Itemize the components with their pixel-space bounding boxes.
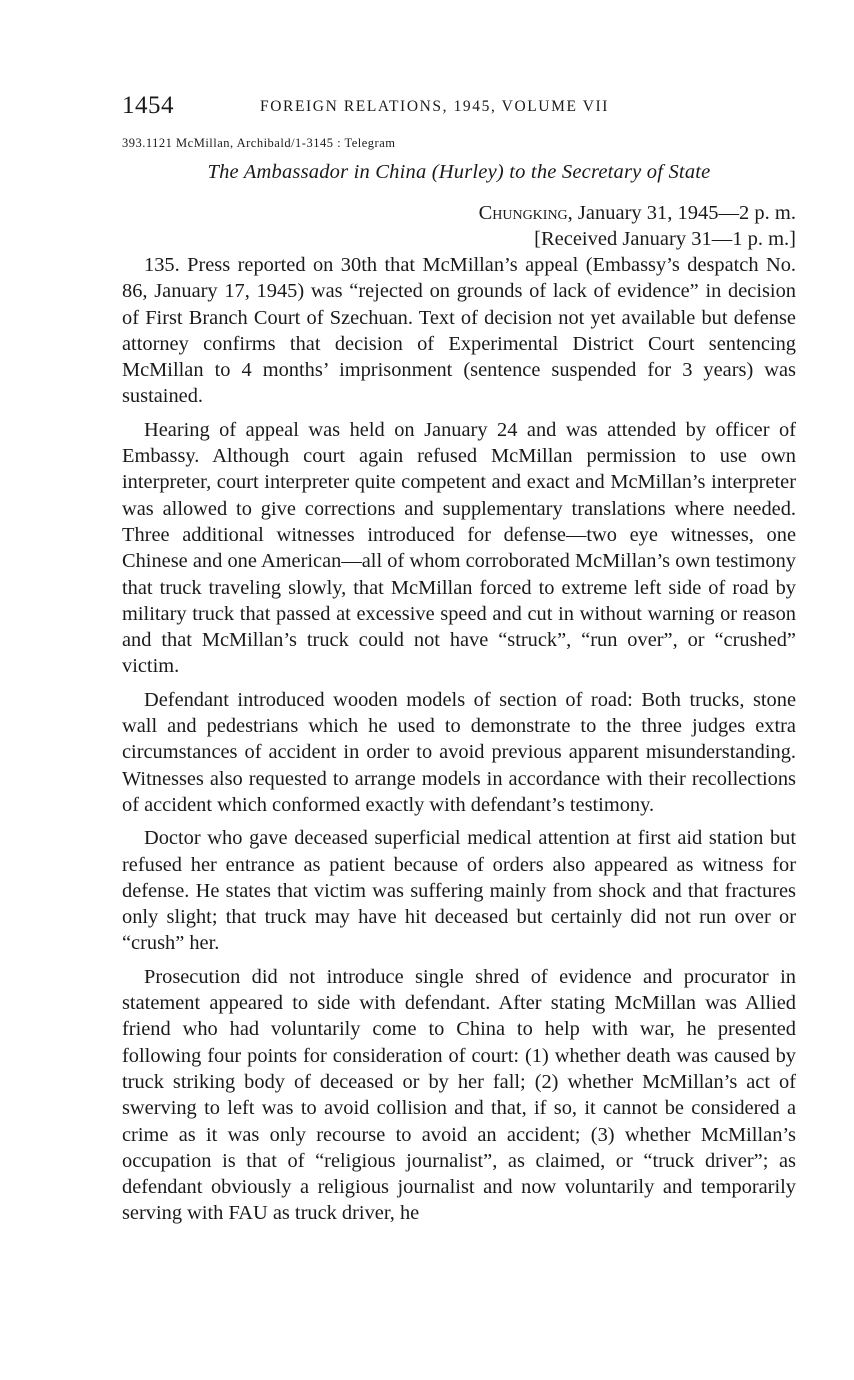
received-note: [Received January 31—1 p. m.] <box>534 228 796 250</box>
dateline <box>122 200 796 226</box>
paragraph: Hearing of appeal was held on January 24 and was attended by officer of Embassy. Although court again refused McMillan permission to use own interpreter, court interpreter quite competent and exact and McMillan’s interpreter was allowed to give corrections and supplementary translations where needed. Three additional witnesses introduced for defense—two eye witnesses, one Chinese and one American—all of whom corroborated McMillan’s own testimony that truck traveling slowly, that McMillan forced to extreme left side of road by military truck that passed at excessive speed and cut in without warning or reason and that McMillan’s truck could not have “struck”, “run over”, or “crushed” victim. <box>122 418 796 678</box>
paragraph: Doctor who gave deceased superficial medical attention at first aid station but refused her entrance as patient because of orders also appeared as witness for defense. He states that victim was suffering mainly from shock and that fractures only slight; that truck may have hit deceased but certainly did not run over or “crush” her. <box>122 827 796 955</box>
document-page <box>122 92 796 1234</box>
running-head <box>122 92 796 122</box>
telegram-body <box>122 252 796 1227</box>
running-title: FOREIGN RELATIONS, 1945, VOLUME VII <box>260 98 610 115</box>
file-reference: 393.1121 McMillan, Archibald/1-3145 : Telegram <box>122 136 396 150</box>
dateline-date: January 31, 1945—2 p. m. <box>572 202 796 224</box>
dateline-place: Chungking, <box>478 202 573 224</box>
paragraph: Defendant introduced wooden models of section of road: Both trucks, stone wall and pedestrians which he used to demonstrate to the three judges extra circumstances of accident in order to avoid previous apparent misunderstanding. Witnesses also requested to arrange models in accordance with their recollections of accident which conformed exactly with defendant’s testimony. <box>122 688 796 816</box>
paragraph: Prosecution did not introduce single shred of evidence and procurator in statement appeared to side with defendant. After stating McMillan was Allied friend who had voluntarily come to China to help with war, he presented following four points for consideration of court: (1) whether death was caused by truck striking body of deceased or by her fall; (2) whether McMillan’s act of swerving to left was to avoid collision and that, if so, it cannot be considered a crime as it was only recourse to avoid an accident; (3) whether McMillan’s occupation is that of “religious journalist”, as claimed, or “truck driver”; as defendant obviously a religious journalist and now voluntarily and temporarily serving with FAU as truck driver, he <box>122 965 796 1225</box>
paragraph: 135. Press reported on 30th that McMillan’s appeal (Embassy’s despatch No. 86, January 17, 1945) was “rejected on grounds of lack of evidence” in decision of First Branch Court of Szechuan. Text of decision not yet available but defense attorney confirms that decision of Experimental District Court sentencing McMillan to 4 months’ imprisonment (sentence suspended for 3 years) was sustained. <box>122 254 796 408</box>
document-heading: The Ambassador in China (Hurley) to the Secretary of State <box>207 161 711 183</box>
page-number: 1454 <box>122 92 174 119</box>
